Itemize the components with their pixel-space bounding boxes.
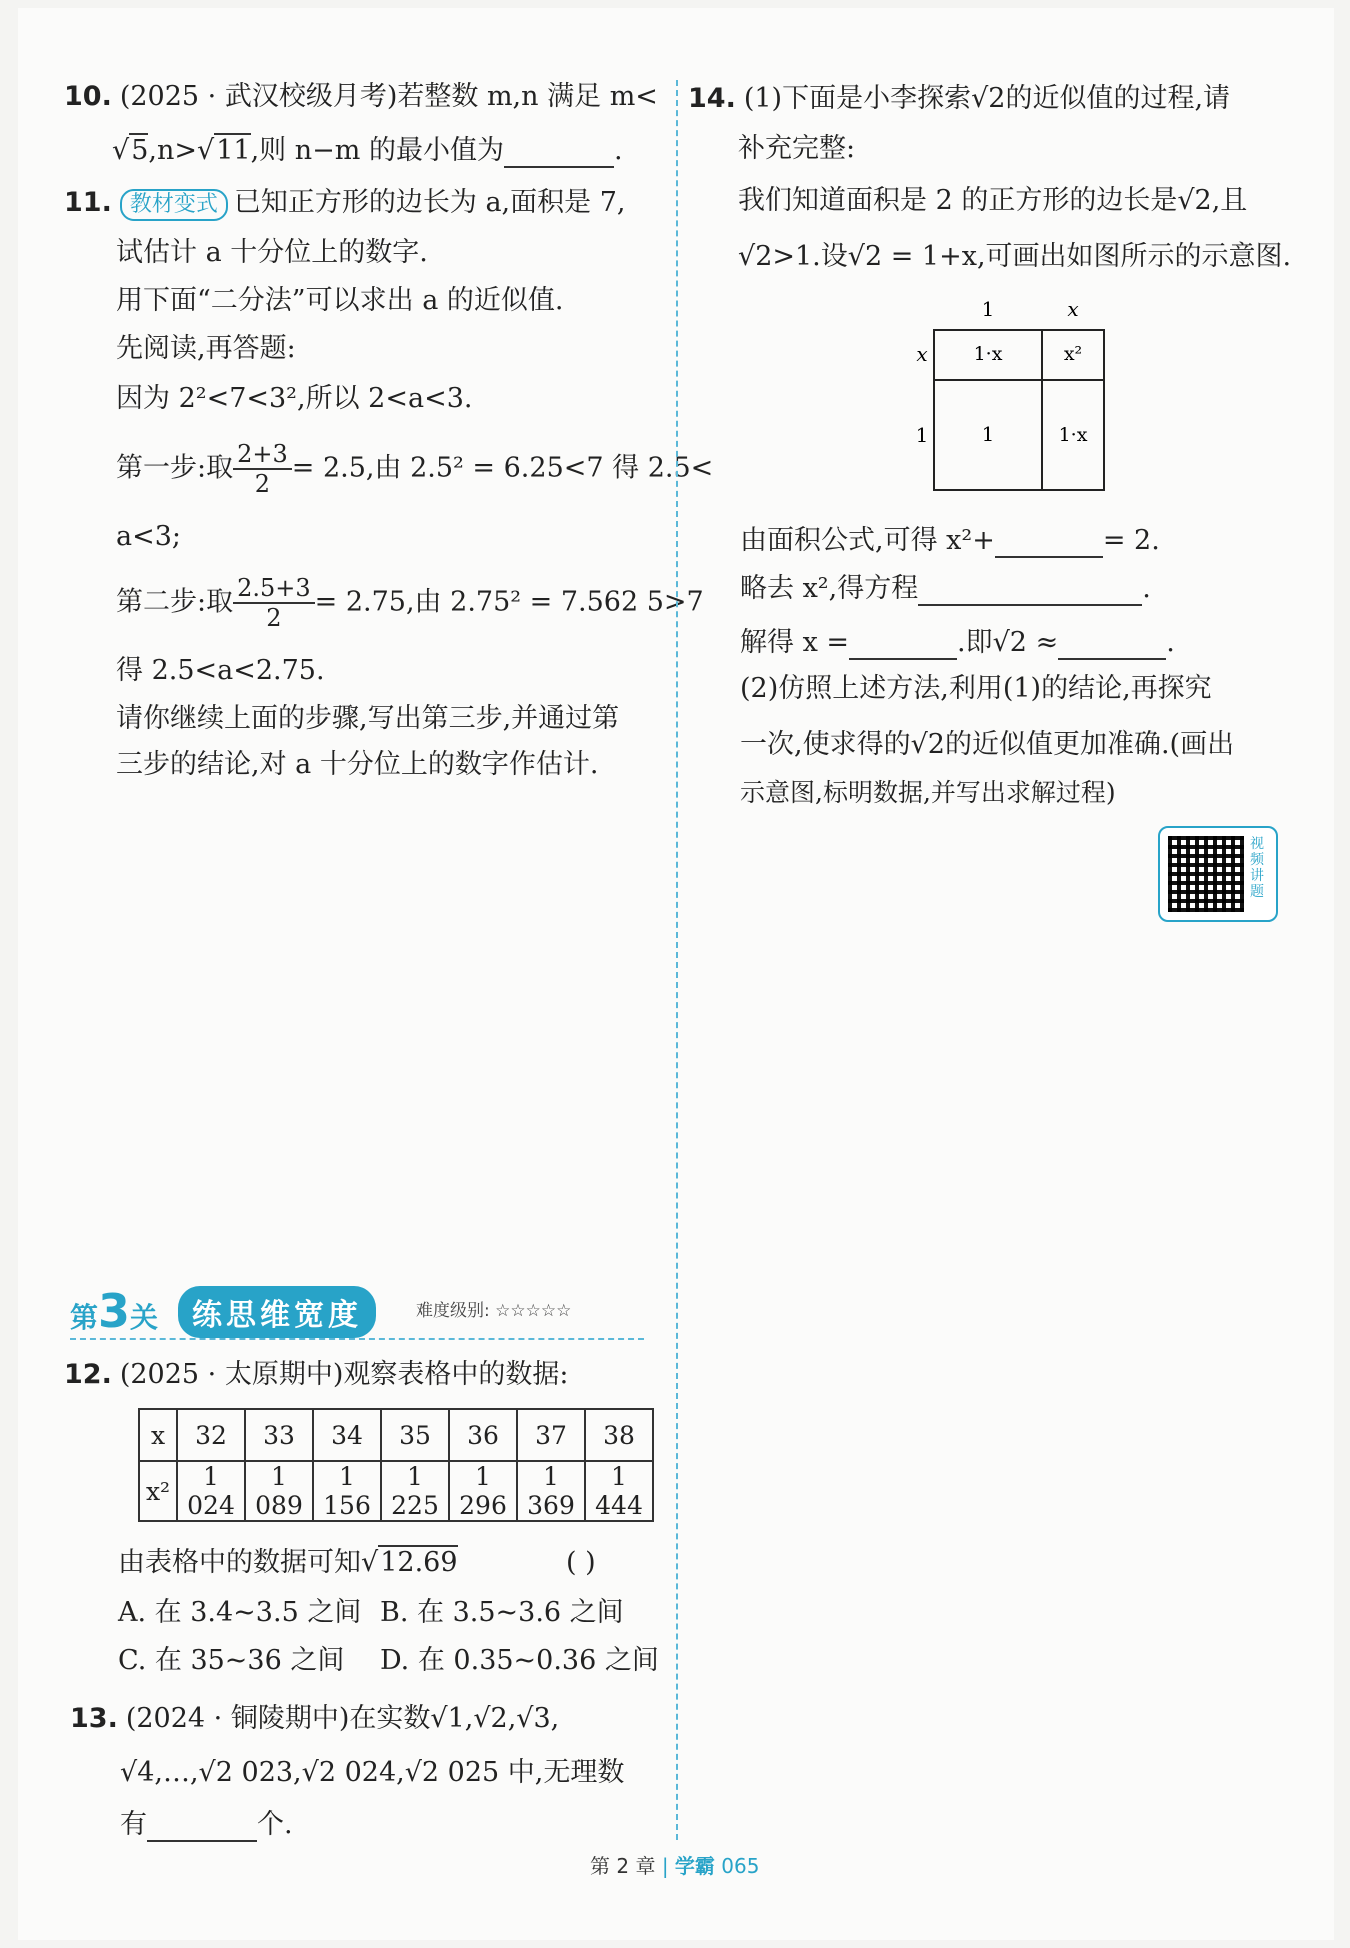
q14-line10: 示意图,标明数据,并写出求解过程) bbox=[740, 778, 1116, 807]
q14-number: 14. bbox=[688, 83, 736, 114]
video-qr-code[interactable] bbox=[1158, 826, 1278, 922]
q11-number: 11. bbox=[64, 187, 112, 218]
q14-blank-2[interactable] bbox=[918, 576, 1142, 606]
left-label-1: 1 bbox=[915, 423, 929, 447]
q14-line8: (2)仿照上述方法,利用(1)的结论,再探究 bbox=[740, 673, 1212, 704]
q12-option-d[interactable]: D. 在 0.35~0.36 之间 bbox=[380, 1645, 659, 1676]
cell-bottom-left: 1 bbox=[981, 422, 995, 446]
q12-line2: 由表格中的数据可知√12.69 bbox=[118, 1547, 458, 1578]
cell-bottom-right: 1·x bbox=[1058, 424, 1088, 446]
q13-line2: √4,…,√2 023,√2 024,√2 025 中,无理数 bbox=[120, 1757, 625, 1788]
q12-line1: 12. (2025 · 太原期中)观察表格中的数据: bbox=[64, 1359, 569, 1390]
q14-line5: 由面积公式,可得 x²+ = 2. bbox=[740, 525, 1160, 556]
q14-line3: 我们知道面积是 2 的正方形的边长是√2,且 bbox=[738, 185, 1248, 216]
q11-step1: 第一步:取 $\frac{2+3}{2}$ = 2.5,由 2.5² = 6.25<7 得 2.5< bbox=[116, 440, 714, 498]
top-label-x: x bbox=[1067, 297, 1079, 321]
table-cell: 1 089 bbox=[245, 1461, 313, 1521]
page-number: 065 bbox=[721, 1854, 760, 1878]
square-table bbox=[138, 1408, 654, 1522]
q10-number: 10. bbox=[64, 81, 112, 112]
page-footer bbox=[590, 1850, 759, 1879]
q12-option-a[interactable]: A. 在 3.4~3.5 之间 bbox=[118, 1597, 362, 1628]
area-diagram bbox=[910, 296, 1110, 496]
cell-top-left: 1·x bbox=[973, 343, 1003, 365]
q11-step2-cont: 得 2.5<a<2.75. bbox=[116, 655, 325, 686]
banner-title: 练思维宽度 bbox=[178, 1286, 376, 1338]
q14-line9: 一次,使求得的√2的近似值更加准确.(画出 bbox=[740, 729, 1235, 760]
q11-line6: 请你继续上面的步骤,写出第三步,并通过第 bbox=[116, 703, 620, 734]
q11-line4: 先阅读,再答题: bbox=[116, 333, 296, 364]
q14-line6: 略去 x²,得方程 . bbox=[740, 573, 1151, 604]
table-cell: 35 bbox=[381, 1409, 449, 1461]
table-cell: 37 bbox=[517, 1409, 585, 1461]
q14-blank-4[interactable] bbox=[1058, 630, 1166, 660]
left-label-x: x bbox=[916, 342, 928, 366]
q12-answer-paren[interactable]: ( ) bbox=[566, 1547, 596, 1578]
cell-top-right: x² bbox=[1063, 343, 1083, 365]
table-cell: 1 369 bbox=[517, 1461, 585, 1521]
table-cell: 1 296 bbox=[449, 1461, 517, 1521]
q10-line1: 10. (2025 · 武汉校级月考)若整数 m,n 满足 m< bbox=[64, 81, 658, 112]
fraction: $\frac{2.5+3}{2}$ bbox=[233, 574, 315, 632]
q12-number: 12. bbox=[64, 1359, 112, 1390]
footer-separator: | bbox=[661, 1854, 669, 1878]
qr-code-icon bbox=[1168, 836, 1244, 912]
table-cell: 38 bbox=[585, 1409, 653, 1461]
q11-line5: 因为 2²<7<3²,所以 2<a<3. bbox=[116, 383, 473, 414]
table-cell: 1 444 bbox=[585, 1461, 653, 1521]
q11-line1: 11. 教材变式 已知正方形的边长为 a,面积是 7, bbox=[64, 186, 625, 221]
q13-line1: 13. (2024 · 铜陵期中)在实数√1,√2,√3, bbox=[70, 1703, 560, 1734]
q11-line3: 用下面“二分法”可以求出 a 的近似值. bbox=[116, 285, 564, 316]
table-cell: x² bbox=[139, 1461, 177, 1521]
q14-line4: √2>1.设√2 = 1+x,可画出如图所示的示意图. bbox=[738, 241, 1292, 272]
table-row bbox=[139, 1409, 653, 1461]
q11-step2: 第二步:取 $\frac{2.5+3}{2}$ = 2.75,由 2.75² = 7.562 5>7 bbox=[116, 574, 704, 632]
q11-step1-cont: a<3; bbox=[116, 521, 181, 552]
video-explain-label: 视频讲题 bbox=[1250, 836, 1264, 900]
q12-option-b[interactable]: B. 在 3.5~3.6 之间 bbox=[380, 1597, 624, 1628]
difficulty-rating: 难度级别: ☆☆☆☆☆ bbox=[416, 1301, 572, 1321]
top-label-1: 1 bbox=[981, 297, 995, 321]
chapter-label: 第 2 章 bbox=[590, 1854, 656, 1878]
q13-line3: 有 个. bbox=[120, 1809, 293, 1840]
textbook-variant-tag: 教材变式 bbox=[120, 189, 228, 221]
brand-name: 学霸 bbox=[674, 1854, 715, 1878]
table-row bbox=[139, 1461, 653, 1521]
column-divider bbox=[676, 80, 678, 1840]
table-cell: 34 bbox=[313, 1409, 381, 1461]
table-cell: 1 156 bbox=[313, 1461, 381, 1521]
q10-answer-blank[interactable] bbox=[504, 138, 614, 168]
stage-label: 第3关 bbox=[70, 1284, 159, 1338]
q11-line7: 三步的结论,对 a 十分位上的数字作估计. bbox=[116, 749, 599, 780]
q14-line2: 补充完整: bbox=[738, 133, 856, 164]
q10-line2: √5,n>√11,则 n−m 的最小值为 . bbox=[112, 135, 623, 166]
table-cell: 1 024 bbox=[177, 1461, 245, 1521]
q14-blank-1[interactable] bbox=[995, 528, 1103, 558]
table-cell: 33 bbox=[245, 1409, 313, 1461]
q13-number: 13. bbox=[70, 1703, 118, 1734]
q12-option-c[interactable]: C. 在 35~36 之间 bbox=[118, 1645, 345, 1676]
q14-line7: 解得 x = .即√2 ≈ . bbox=[740, 627, 1175, 658]
level-banner bbox=[70, 1280, 650, 1340]
table-cell: x bbox=[139, 1409, 177, 1461]
q14-blank-3[interactable] bbox=[849, 630, 957, 660]
table-cell: 1 225 bbox=[381, 1461, 449, 1521]
table-cell: 36 bbox=[449, 1409, 517, 1461]
banner-rule bbox=[70, 1338, 644, 1340]
table-cell: 32 bbox=[177, 1409, 245, 1461]
q11-line2: 试估计 a 十分位上的数字. bbox=[116, 237, 428, 268]
q14-line1: 14. (1)下面是小李探索√2的近似值的过程,请 bbox=[688, 83, 1231, 114]
q13-answer-blank[interactable] bbox=[147, 1812, 257, 1842]
fraction: $\frac{2+3}{2}$ bbox=[233, 440, 292, 498]
